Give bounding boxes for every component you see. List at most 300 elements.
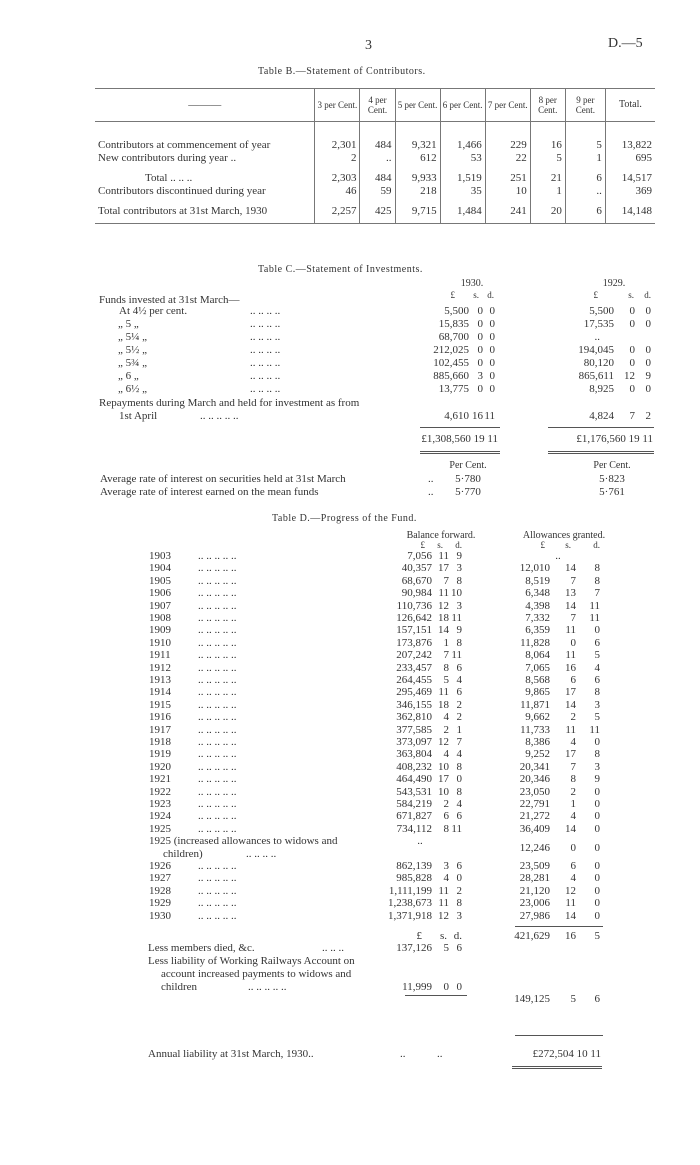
allowance-shillings: 7 (570, 574, 576, 587)
balance-pounds: 671,827 (396, 810, 432, 823)
leader-dots: .. .. .. .. .. (198, 612, 237, 624)
leader-dots: .. .. .. .. .. (198, 661, 237, 674)
col-header: 7 per Cent. (485, 89, 530, 122)
rule (420, 427, 500, 428)
rule (512, 1066, 602, 1069)
allowance-shillings: 14 (565, 909, 576, 922)
balance-pounds: 543,531 (396, 785, 432, 798)
contributors-table (95, 88, 655, 224)
row-label: Total .. .. .. (145, 172, 193, 184)
balance-shillings: 10 (438, 785, 449, 798)
balance-pence: 10 (451, 587, 462, 600)
balance-pence: 2 (456, 698, 462, 711)
allowance-pence: 3 (594, 698, 600, 711)
cell-value: 6 (565, 172, 605, 185)
less-total-shillings: 5 (570, 993, 576, 1005)
balance-shillings: 17 (438, 773, 449, 786)
allowance-pence: 0 (594, 736, 600, 748)
allowance-pence: 0 (594, 785, 600, 798)
year-label: 1930 (149, 909, 171, 922)
less-liability-label: Less liability of Working Railways Account on (148, 955, 355, 967)
invest-1929-pence: 0 (645, 383, 651, 395)
cell-value: 5 (530, 152, 565, 165)
pound-sign-header: £ (416, 930, 422, 942)
allowance-shillings: 4 (570, 872, 576, 885)
year-label: 1907 (149, 599, 171, 612)
less-total-pounds: 149,125 (514, 993, 550, 1005)
allowance-pounds: 27,986 (519, 909, 550, 922)
allowance-pence: 6 (594, 674, 600, 686)
year-1929: 1929. (602, 278, 626, 289)
balance-shillings: 14 (438, 624, 449, 637)
allowance-pounds: 6,359 (525, 624, 550, 637)
invest-1929-shillings: 0 (629, 383, 635, 395)
col-header: Total. (605, 89, 655, 122)
year-label: 1926 (149, 860, 171, 872)
year-label: 1922 (149, 785, 171, 798)
invest-1930-pounds: 68,700 (438, 331, 469, 343)
allowance-pence: 0 (594, 822, 600, 835)
leader-dots: .. (400, 1048, 406, 1060)
shilling-header: s. (565, 540, 571, 550)
year-label: 1923 (149, 798, 171, 810)
year-1930: 1930. (460, 278, 484, 289)
balance-shillings: 18 (438, 612, 449, 624)
allowance-shillings: 12 (565, 884, 576, 897)
pound-sign-header: £ (593, 290, 598, 300)
allowance-pounds: 23,050 (519, 785, 550, 798)
balance-pence: 1 (456, 723, 462, 736)
allowance-shillings: 14 (565, 599, 576, 612)
repay-1930-pounds: 4,610 (444, 410, 469, 422)
year-label: 1919 (149, 748, 171, 761)
allowance-shillings: 11 (565, 897, 576, 910)
balance-pounds: 408,232 (396, 760, 432, 773)
row-label: Total contributors at 31st March, 1930 (98, 205, 268, 217)
balance-pence: 3 (456, 562, 462, 575)
table-row (95, 185, 655, 198)
cell-value: 14,148 (605, 205, 655, 218)
table-b-title: Table B.—Statement of Contributors. (258, 66, 426, 77)
leader-dots: .. .. .. .. .. (198, 860, 237, 872)
balance-pounds: 464,490 (396, 773, 432, 786)
allowance-shillings: 11 (565, 649, 576, 662)
pence-header: d. (593, 540, 600, 550)
allowance-shillings: 0 (570, 841, 576, 854)
balance-pounds: 68,670 (401, 574, 432, 587)
cell-value: 1,484 (440, 205, 485, 218)
repay-1929-pence: 2 (645, 410, 651, 422)
leader-dots: .. .. .. .. (250, 305, 281, 317)
leader-dots: .. .. .. .. (250, 357, 281, 369)
balance-pounds: 346,155 (396, 698, 432, 711)
balance-pounds: 362,810 (396, 711, 432, 724)
allowance-shillings: 6 (570, 860, 576, 872)
allowance-shillings: 4 (570, 736, 576, 748)
balance-shillings: 12 (438, 736, 449, 748)
allowance-pence: 0 (594, 798, 600, 810)
allowance-pence: 0 (594, 897, 600, 910)
balance-pounds: 90,984 (401, 587, 432, 600)
invest-1930-shillings: 0 (477, 305, 483, 317)
balance-pounds: 377,585 (396, 723, 432, 736)
year-label: 1927 (149, 872, 171, 885)
leader-dots: .. .. .. .. .. (198, 674, 237, 686)
balance-pence: 3 (456, 909, 462, 922)
cell-value: 9,321 (395, 139, 440, 152)
year-label: 1925 (149, 822, 171, 835)
cell-value: 1 (530, 185, 565, 198)
pound-sign-header: £ (450, 290, 455, 300)
avg-rate-1930: 5·770 (455, 486, 481, 498)
invest-1930-shillings: 0 (477, 344, 483, 356)
leader-dots: .. .. .. .. .. (198, 711, 237, 724)
leader-dots: .. .. .. .. .. (198, 760, 237, 773)
cell-value: 2,303 (315, 172, 360, 185)
balance-pence: 4 (456, 674, 462, 686)
cell-value: 218 (395, 185, 440, 198)
leader-dots: .. .. .. .. .. (198, 599, 237, 612)
leader-dots: .. .. .. .. .. (198, 785, 237, 798)
invest-1930-pounds: 102,455 (433, 357, 469, 369)
leader-dots: .. .. .. .. .. (198, 798, 237, 810)
col-header: 4 per Cent. (360, 89, 395, 122)
balance-shillings: 4 (443, 711, 449, 724)
year-label: 1904 (149, 562, 171, 575)
leader-dots: .. .. .. .. .. (198, 773, 237, 786)
allowance-pounds: 11,871 (520, 698, 550, 711)
year-label: 1908 (149, 612, 171, 624)
balance-shillings: 11 (438, 587, 449, 600)
allowances-header: Allowances granted. (522, 530, 606, 541)
year-label: 1921 (149, 773, 171, 786)
allowance-pence: 11 (589, 599, 600, 612)
year-label: 1918 (149, 736, 171, 748)
repay-1930-shillings: 16 (472, 410, 483, 422)
allowance-shillings: 16 (565, 661, 576, 674)
balance-pence: 0 (456, 773, 462, 786)
repay-1929-pounds: 4,824 (589, 410, 614, 422)
year-label: 1909 (149, 624, 171, 637)
allowance-pence: 3 (594, 760, 600, 773)
rule (515, 926, 603, 927)
leader-dots: .. .. .. .. .. (198, 550, 237, 562)
year-label: 1917 (149, 723, 171, 736)
col-header: 9 per Cent. (565, 89, 605, 122)
balance-pounds: 734,112 (396, 822, 432, 835)
allowance-shillings: 11 (565, 624, 576, 637)
balance-pence: 0 (456, 872, 462, 885)
balance-shillings: 6 (443, 810, 449, 823)
year-label: 1912 (149, 661, 171, 674)
allowance-pounds: 23,006 (519, 897, 550, 910)
allowance-sum-pounds: 421,629 (514, 930, 550, 942)
invest-1929-pence: 0 (645, 344, 651, 356)
table-row (95, 172, 655, 185)
year-label: 1920 (149, 760, 171, 773)
page-number: 3 (365, 38, 372, 53)
leader-dots: .. .. .. .. .. (248, 981, 287, 993)
invest-1930-pence: 0 (489, 370, 495, 382)
avg-rate-1929: 5·823 (599, 473, 625, 485)
cell-value: 2 (315, 152, 360, 165)
balance-pounds: 1,371,918 (388, 909, 432, 922)
rule (420, 451, 500, 454)
investment-rate-label: At 4½ per cent. (119, 305, 188, 317)
invest-1930-shillings: 0 (477, 318, 483, 330)
allowance-pounds: 23,509 (519, 860, 550, 872)
pound-sign-header: £ (420, 540, 425, 550)
col-header: 3 per Cent. (315, 89, 360, 122)
row-label: Contributors discontinued during year (98, 185, 266, 197)
allowance-shillings: 7 (570, 760, 576, 773)
balance-shillings: 17 (438, 562, 449, 575)
cell-value: 241 (485, 205, 530, 218)
pence-header: d. (644, 290, 651, 300)
allowance-shillings: 11 (565, 723, 576, 736)
leader-dots: .. .. .. .. (250, 383, 281, 395)
allowance-pounds: 28,281 (519, 872, 550, 885)
invest-1929-shillings: 0 (629, 344, 635, 356)
allowance-pounds: 6,348 (525, 587, 550, 600)
annual-liability-label: Annual liability at 31st March, 1930.. (148, 1048, 314, 1060)
balance-pounds: 233,457 (396, 661, 432, 674)
leader-dots: .. .. .. .. .. (198, 686, 237, 699)
allowance-pounds: 8,519 (525, 574, 550, 587)
year-label: 1913 (149, 674, 171, 686)
leader-dots: .. .. .. .. .. (198, 624, 237, 637)
balance-shillings: 11 (438, 897, 449, 910)
invest-1929-pounds: 8,925 (589, 383, 614, 395)
balance-pence: 8 (456, 574, 462, 587)
invest-1929-pence: 0 (645, 357, 651, 369)
balance-shillings: 4 (443, 872, 449, 885)
table-row (95, 139, 655, 152)
leader-dots: .. .. .. .. (250, 331, 281, 343)
avg-rate-label: Average rate of interest on securities held at 31st March (100, 473, 346, 485)
col-header: 6 per Cent. (440, 89, 485, 122)
balance-pounds: 110,736 (396, 599, 432, 612)
invest-1930-pence: 0 (489, 318, 495, 330)
investment-rate-label: „ 5¾ „ (118, 357, 148, 369)
cell-value: .. (565, 185, 605, 198)
less-total-pence: 6 (594, 993, 600, 1005)
investment-rate-label: „ 5 „ (118, 318, 139, 330)
invest-1929-shillings: 0 (629, 318, 635, 330)
balance-pence: 11 (451, 649, 462, 662)
cell-value: 9,933 (395, 172, 440, 185)
balance-shillings: 12 (438, 909, 449, 922)
leader-dots: .. .. .. .. .. (198, 574, 237, 587)
cell-value: 14,517 (605, 172, 655, 185)
allowance-pence: 8 (594, 686, 600, 699)
less-liability-shillings: 0 (443, 981, 449, 993)
cell-value: 484 (360, 172, 395, 185)
balance-pence: 4 (456, 798, 462, 810)
balance-shillings: 7 (443, 574, 449, 587)
invest-1929-pounds: 80,120 (583, 357, 614, 369)
cell-value: 13,822 (605, 139, 655, 152)
invest-1929-shillings: 0 (629, 305, 635, 317)
allowance-pounds: 4,398 (525, 599, 550, 612)
balance-shillings: 4 (443, 748, 449, 761)
allowance-pounds: 7,065 (525, 661, 550, 674)
shilling-header: s. (437, 540, 443, 550)
document-reference: D.—5 (608, 36, 643, 51)
leader-dots: .. .. .. .. .. (198, 748, 237, 761)
balance-pence: 8 (456, 897, 462, 910)
year-label: 1911 (149, 649, 171, 662)
less-liability-pounds: 11,999 (402, 981, 432, 993)
balance-shillings: 8 (443, 822, 449, 835)
year-label: 1928 (149, 884, 171, 897)
allowance-shillings: 6 (570, 674, 576, 686)
balance-pounds: 264,455 (396, 674, 432, 686)
allowance-shillings: 13 (565, 587, 576, 600)
balance-pence: 6 (456, 661, 462, 674)
allowance-pounds: 22,791 (519, 798, 550, 810)
balance-pounds: 862,139 (396, 860, 432, 872)
allowance-pounds: 20,346 (519, 773, 550, 786)
col-header: 8 per Cent. (530, 89, 565, 122)
allowance-pence: 4 (594, 661, 600, 674)
allowance-pence: 0 (594, 872, 600, 885)
invest-1929-shillings: 12 (624, 370, 635, 382)
allowance-pence: 9 (594, 773, 600, 786)
allowance-pence: 11 (589, 612, 600, 624)
allowance-pounds: 20,341 (519, 760, 550, 773)
allowance-pounds: 12,246 (519, 841, 550, 854)
invest-1929-pence: 9 (645, 370, 651, 382)
allowance-pence: 0 (594, 884, 600, 897)
allowance-shillings: 17 (565, 686, 576, 699)
year-label: 1916 (149, 711, 171, 724)
row-label: Contributors at commencement of year (98, 139, 271, 151)
balance-pounds: 295,469 (396, 686, 432, 699)
row-label: New contributors during year .. (98, 152, 237, 164)
leader-dots: .. .. .. .. (250, 318, 281, 330)
allowance-shillings: 1 (570, 798, 576, 810)
cell-value: 425 (360, 205, 395, 218)
balance-pounds: 7,056 (407, 550, 432, 562)
allowance-pounds: 36,409 (519, 822, 550, 835)
table-c-title: Table C.—Statement of Investments. (258, 264, 423, 275)
balance-shillings: 2 (443, 798, 449, 810)
invest-1929-pounds: 194,045 (578, 344, 614, 356)
cell-value: 46 (315, 185, 360, 198)
rule (548, 451, 654, 454)
allowance-pence: 5 (594, 711, 600, 724)
repay-1929-shillings: 7 (629, 410, 635, 422)
pence-header: d. (455, 540, 462, 550)
leader-dots: .. (428, 486, 434, 498)
balance-pounds: 126,642 (396, 612, 432, 624)
invest-1930-shillings: 0 (477, 357, 483, 369)
balance-pence: 6 (456, 810, 462, 823)
allowance-shillings: 0 (570, 636, 576, 649)
allowance-pounds: 11,733 (520, 723, 550, 736)
annual-liability-total: £272,504 10 11 (532, 1048, 601, 1060)
balance-pence: 8 (456, 785, 462, 798)
balance-pence: 6 (456, 686, 462, 699)
allowance-pounds: 8,568 (525, 674, 550, 686)
allowance-pence: 0 (594, 909, 600, 922)
balance-empty: .. (417, 835, 423, 848)
cell-value: 2,257 (315, 205, 360, 218)
cell-value: .. (360, 152, 395, 165)
allowance-shillings: 14 (565, 822, 576, 835)
table-d-title: Table D.—Progress of the Fund. (272, 513, 417, 524)
less-died-label: Less members died, &c. (148, 942, 255, 954)
pence-header: d. (453, 930, 462, 942)
balance-pence: 3 (456, 599, 462, 612)
balance-shillings: 1 (443, 636, 449, 649)
allowance-sum-pence: 5 (594, 930, 600, 942)
leader-dots: .. .. .. .. .. (198, 587, 237, 600)
allowance-shillings: 7 (570, 612, 576, 624)
balance-pence: 11 (451, 822, 462, 835)
allowance-pence: 6 (594, 636, 600, 649)
allowance-empty: .. (555, 550, 561, 562)
percent-header: Per Cent. (593, 460, 631, 471)
allowance-pounds: 8,386 (525, 736, 550, 748)
balance-pence: 9 (456, 624, 462, 637)
allowance-shillings: 14 (565, 698, 576, 711)
cell-value: 229 (485, 139, 530, 152)
leader-dots: .. (428, 473, 434, 485)
less-liability-pence: 0 (456, 981, 462, 993)
leader-dots: .. .. .. .. .. (198, 562, 237, 575)
total-1929: £1,176,560 19 11 (576, 433, 653, 445)
balance-shillings: 18 (438, 698, 449, 711)
leader-dots: .. (437, 1048, 443, 1060)
balance-pounds: 363,804 (396, 748, 432, 761)
balance-shillings: 7 (443, 649, 449, 662)
col-header: 5 per Cent. (395, 89, 440, 122)
allowance-shillings: 2 (570, 711, 576, 724)
cell-value: 484 (360, 139, 395, 152)
balance-pounds: 207,242 (396, 649, 432, 662)
less-died-pence: 6 (456, 942, 462, 954)
balance-pence: 7 (456, 736, 462, 748)
invest-1929-pence: 0 (645, 318, 651, 330)
invest-1930-pence: 0 (489, 305, 495, 317)
balance-shillings: 11 (438, 884, 449, 897)
year-label: 1905 (149, 574, 171, 587)
balance-pounds: 173,876 (396, 636, 432, 649)
header-dash: ——— (95, 89, 315, 122)
investment-rate-label: „ 6½ „ (118, 383, 148, 395)
avg-rate-label: Average rate of interest earned on the mean funds (100, 486, 319, 498)
balance-pence: 11 (451, 612, 462, 624)
cell-value: 1 (565, 152, 605, 165)
allowance-pounds: 9,252 (525, 748, 550, 761)
leader-dots: .. .. .. .. .. (198, 822, 237, 835)
allowance-pence: 7 (594, 587, 600, 600)
allowance-pounds: 12,010 (519, 562, 550, 575)
year-label: 1903 (149, 550, 171, 562)
balance-pence: 8 (456, 760, 462, 773)
balance-pence: 9 (456, 550, 462, 562)
cell-value: 9,715 (395, 205, 440, 218)
rule (548, 427, 654, 428)
leader-dots: .. .. .. .. .. (200, 410, 239, 422)
shilling-header: s. (439, 930, 447, 942)
shilling-header: s. (628, 290, 634, 300)
invest-1929-pounds: 17,535 (583, 318, 614, 330)
balance-pence: 4 (456, 748, 462, 761)
balance-pence: 6 (456, 860, 462, 872)
